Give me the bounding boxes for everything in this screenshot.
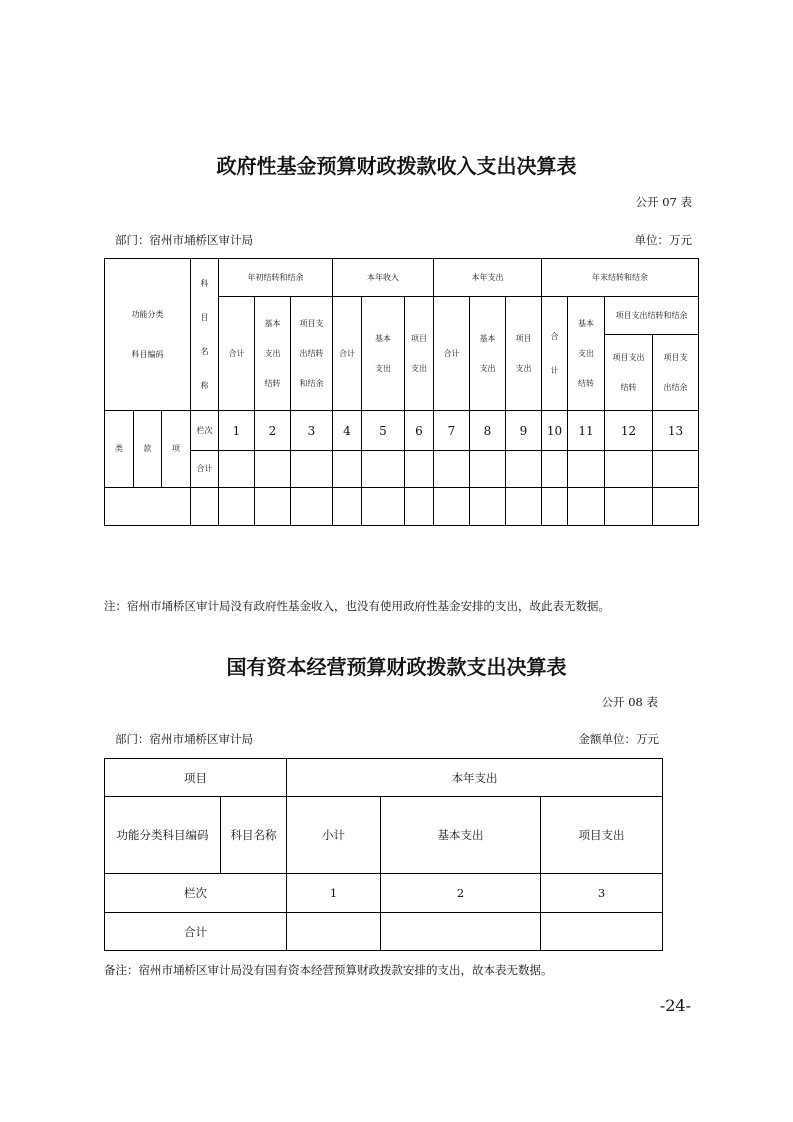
expense-basic-header: 基本 支出	[470, 297, 506, 411]
lei-header: 类	[105, 411, 134, 488]
kuan-header: 款	[134, 411, 162, 488]
col-number: 6	[405, 411, 434, 451]
end-basic-carry-header: 基本 支出 结转	[568, 297, 605, 411]
state-capital-table	[104, 758, 663, 951]
table1-note: 注：宿州市埇桥区审计局没有政府性基金收入，也没有使用政府性基金安排的支出，故此表无数据。	[104, 599, 610, 613]
project-expense-header: 项目支出	[541, 797, 663, 874]
table2-note: 备注：宿州市埇桥区审计局没有国有资本经营预算财政拨款安排的支出，故本表无数据。	[104, 963, 553, 977]
col-number: 1	[219, 411, 255, 451]
heji-label: 合计	[191, 451, 219, 488]
col-number: 5	[362, 411, 405, 451]
col-number: 9	[506, 411, 542, 451]
col-number: 4	[333, 411, 362, 451]
current-expense-header: 本年支出	[287, 759, 663, 797]
col-number: 10	[542, 411, 568, 451]
page-number: -24-	[659, 996, 691, 1015]
table1-unit: 单位：万元	[634, 233, 692, 247]
table1-code: 公开 07 表	[635, 195, 692, 209]
col-number: 7	[434, 411, 470, 451]
beginning-balance-header: 年初结转和结余	[219, 259, 333, 297]
col-number: 13	[653, 411, 699, 451]
table-row	[105, 488, 699, 526]
government-fund-table	[104, 258, 699, 526]
begin-basic-carry-header: 基本 支出 结转	[255, 297, 291, 411]
end-project-carry-header: 项目支出 结转	[605, 335, 653, 411]
col-number: 8	[470, 411, 506, 451]
subject-name-header: 科目名称	[221, 797, 287, 874]
col-number: 2	[381, 874, 541, 913]
lanci-label: 栏次	[191, 411, 219, 451]
func-code-header: 功能分类科目编码	[105, 797, 221, 874]
func-class-code-header: 功能分类 科目编码	[105, 259, 191, 411]
item-header: 项目	[105, 759, 287, 797]
col-number: 3	[291, 411, 333, 451]
table2-title: 国有资本经营预算财政拨款支出决算表	[226, 655, 567, 679]
table1-department: 部门：宿州市埇桥区审计局	[115, 233, 253, 247]
income-basic-header: 基本 支出	[362, 297, 405, 411]
table2-unit: 金额单位：万元	[578, 732, 659, 746]
basic-expense-header: 基本支出	[381, 797, 541, 874]
begin-project-carry-header: 项目支 出结转 和结余	[291, 297, 333, 411]
col-number: 12	[605, 411, 653, 451]
income-project-header: 项目 支出	[405, 297, 434, 411]
col-number: 2	[255, 411, 291, 451]
lanci-label: 栏次	[105, 874, 287, 913]
end-total-header: 合 计	[542, 297, 568, 411]
ending-balance-header: 年末结转和结余	[542, 259, 699, 297]
col-number: 1	[287, 874, 381, 913]
current-expense-header: 本年支出	[434, 259, 542, 297]
income-total-header: 合计	[333, 297, 362, 411]
xiang-header: 项	[162, 411, 191, 488]
subtotal-header: 小计	[287, 797, 381, 874]
col-number: 3	[541, 874, 663, 913]
expense-project-header: 项目 支出	[506, 297, 542, 411]
current-income-header: 本年收入	[333, 259, 434, 297]
table2-code: 公开 08 表	[601, 695, 658, 709]
subject-name-header: 科 目 名 称	[191, 259, 219, 411]
end-project-carry-balance-header: 项目支出结转和结余	[605, 297, 699, 335]
heji-label: 合计	[105, 913, 287, 951]
col-number: 11	[568, 411, 605, 451]
table1-title: 政府性基金预算财政拨款收入支出决算表	[216, 154, 577, 178]
expense-total-header: 合计	[434, 297, 470, 411]
table2-department: 部门：宿州市埇桥区审计局	[115, 732, 253, 746]
end-project-balance-header: 项目支 出结余	[653, 335, 699, 411]
begin-total-header: 合计	[219, 297, 255, 411]
